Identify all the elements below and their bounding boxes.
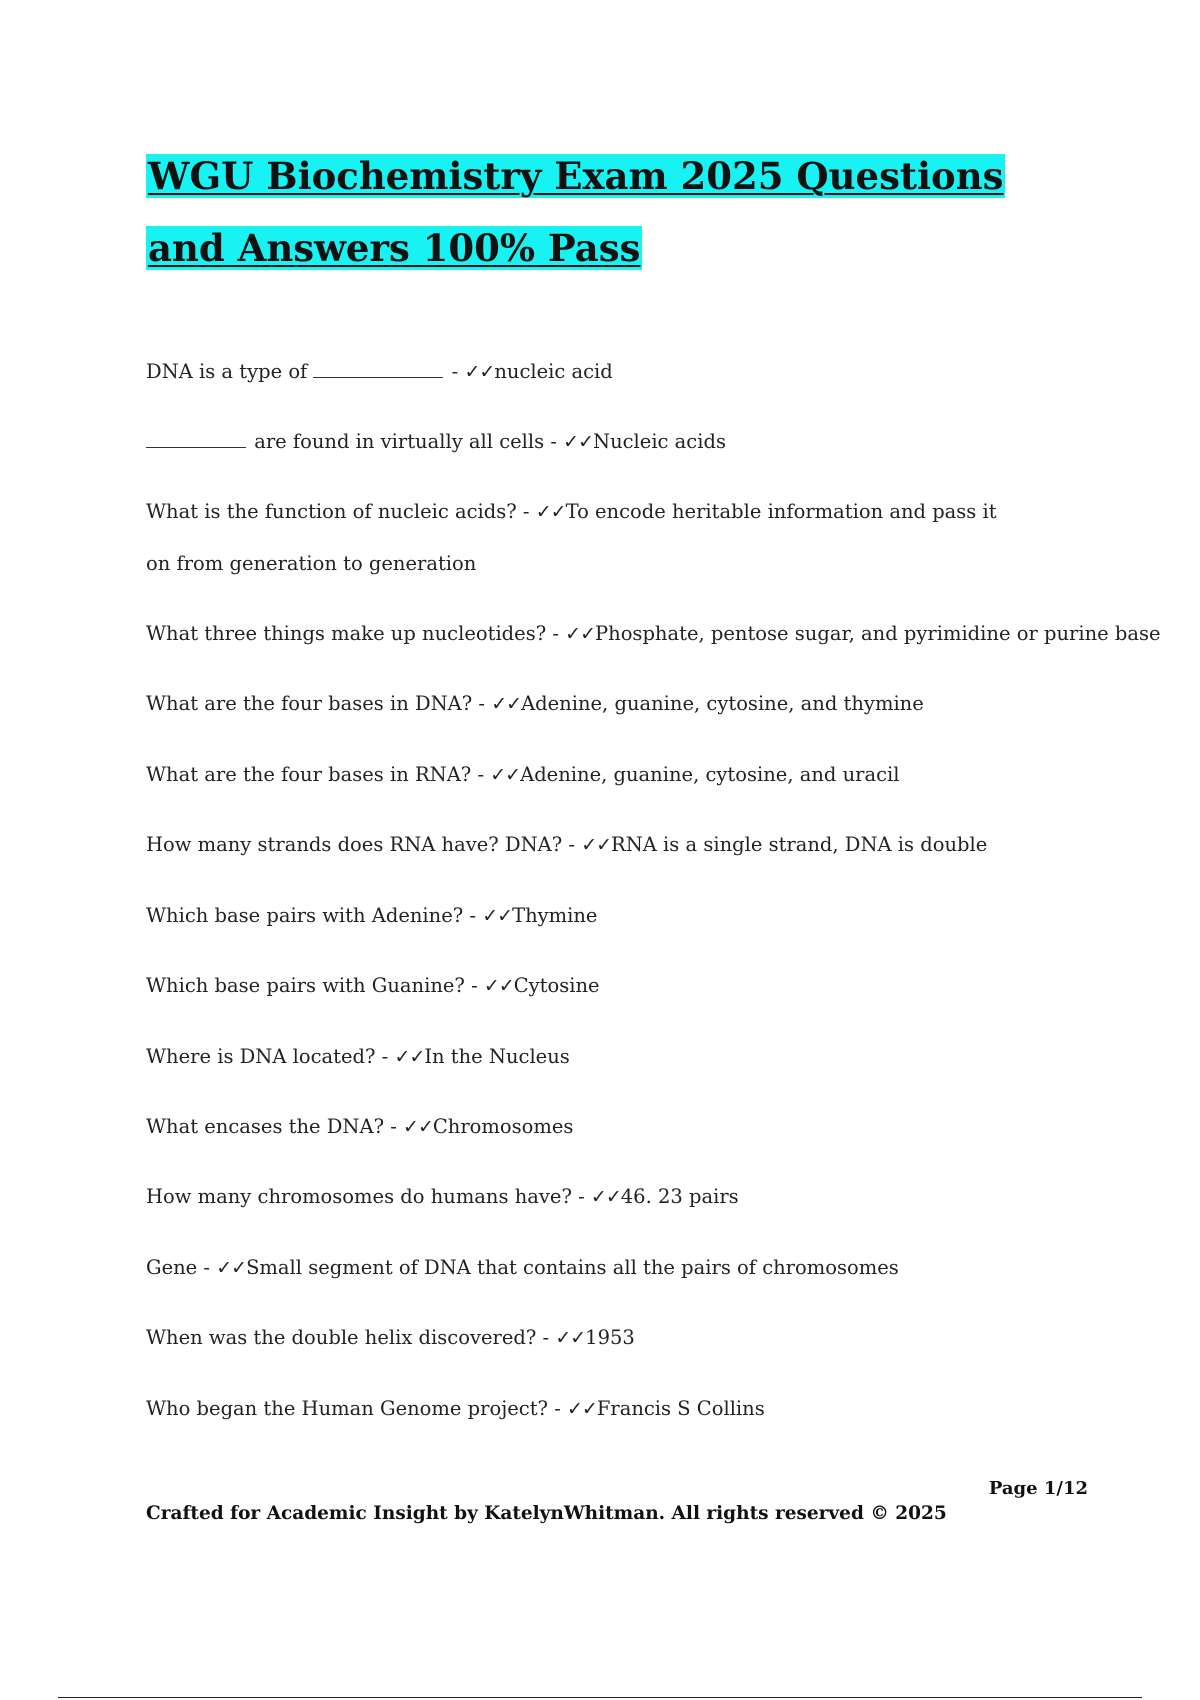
qa-question: Where is DNA located? (146, 1045, 376, 1068)
footer-credit: Crafted for Academic Insight by KatelynWhitman. All rights reserved © 2025 (146, 1503, 947, 1524)
fill-blank-line (146, 446, 246, 448)
double-check-icon: ✓✓ (403, 1116, 433, 1138)
qa-question: Gene (146, 1256, 198, 1279)
qa-separator: - (546, 622, 566, 645)
qa-item-13 (146, 1242, 899, 1294)
footer-divider (58, 1697, 1142, 1698)
qa-separator: - (562, 833, 582, 856)
double-check-icon: ✓✓ (216, 1257, 247, 1279)
qa-item-7 (146, 819, 987, 871)
double-check-icon: ✓✓ (394, 1046, 425, 1068)
title-highlight: WGU Biochemistry Exam 2025 Questions and Answers 100% Pass (148, 154, 1004, 270)
double-check-icon: ✓✓ (565, 623, 596, 645)
qa-answer: In the Nucleus (424, 1045, 570, 1068)
qa-item-14 (146, 1312, 635, 1364)
double-check-icon: ✓✓ (464, 361, 495, 383)
qa-separator: - (384, 1115, 404, 1138)
qa-question: When was the double helix discovered? (146, 1326, 537, 1349)
qa-item-3 (146, 486, 1026, 590)
double-check-icon: ✓✓ (581, 834, 612, 856)
qa-question: How many strands does RNA have? DNA? (146, 833, 563, 856)
qa-separator: - (516, 500, 536, 523)
qa-separator: - (197, 1256, 217, 1279)
qa-separator: - (536, 1326, 556, 1349)
qa-answer: 46. 23 pairs (620, 1185, 739, 1208)
qa-item-6 (146, 749, 899, 801)
qa-answer: Adenine, guanine, cytosine, and uracil (520, 763, 900, 786)
qa-answer: Nucleic acids (593, 430, 726, 453)
qa-item-5 (146, 678, 924, 730)
page-number: Page 1/12 (988, 1478, 1088, 1499)
qa-question: What are the four bases in DNA? (146, 692, 473, 715)
qa-question: Which base pairs with Adenine? (146, 904, 464, 927)
qa-item-11 (146, 1101, 573, 1153)
qa-item-12 (146, 1171, 739, 1223)
double-check-icon: ✓✓ (490, 764, 521, 786)
qa-question: Who began the Human Genome project? (146, 1397, 548, 1420)
qa-separator: - (445, 360, 465, 383)
qa-question: How many chromosomes do humans have? (146, 1185, 572, 1208)
qa-answer: To encode heritable information and pass it on from generation to generation (146, 500, 997, 575)
qa-question: are found in virtually all cells (248, 430, 545, 453)
double-check-icon: ✓✓ (590, 1186, 621, 1208)
qa-answer: Phosphate, pentose sugar, and pyrimidine or purine base (595, 622, 1161, 645)
qa-item-4 (146, 608, 1161, 660)
qa-answer: Francis S Collins (596, 1397, 765, 1420)
qa-item-10 (146, 1031, 570, 1083)
qa-separator: - (471, 763, 491, 786)
qa-answer: Chromosomes (432, 1115, 574, 1138)
qa-separator: - (464, 974, 484, 997)
qa-separator: - (472, 692, 492, 715)
qa-answer: Cytosine (513, 974, 600, 997)
double-check-icon: ✓✓ (555, 1327, 586, 1349)
qa-question: What three things make up nucleotides? (146, 622, 547, 645)
qa-item-2 (146, 416, 726, 468)
qa-item-8 (146, 890, 597, 942)
double-check-icon: ✓✓ (491, 693, 522, 715)
qa-answer: RNA is a single strand, DNA is double (611, 833, 988, 856)
qa-item-9 (146, 960, 600, 1012)
document-title (146, 140, 1046, 284)
qa-item-15 (146, 1383, 765, 1435)
qa-answer: Adenine, guanine, cytosine, and thymine (521, 692, 924, 715)
fill-blank-line (313, 376, 443, 378)
double-check-icon: ✓✓ (483, 975, 514, 997)
qa-question: What is the function of nucleic acids? (146, 500, 517, 523)
qa-answer: 1953 (585, 1326, 635, 1349)
qa-separator: - (548, 1397, 567, 1420)
qa-question: What encases the DNA? (146, 1115, 385, 1138)
qa-separator: - (571, 1185, 591, 1208)
qa-prefix: DNA is a type of (146, 360, 314, 383)
qa-answer: Thymine (512, 904, 598, 927)
qa-question: What are the four bases in RNA? (146, 763, 472, 786)
qa-separator: - (375, 1045, 395, 1068)
qa-answer: Small segment of DNA that contains all the pairs of chromosomes (246, 1256, 899, 1279)
double-check-icon: ✓✓ (567, 1398, 597, 1420)
qa-item-1 (146, 346, 613, 398)
qa-separator: - (463, 904, 483, 927)
qa-separator: - (544, 430, 564, 453)
double-check-icon: ✓✓ (535, 501, 566, 523)
qa-question: Which base pairs with Guanine? (146, 974, 465, 997)
double-check-icon: ✓✓ (482, 905, 513, 927)
qa-answer: nucleic acid (494, 360, 613, 383)
double-check-icon: ✓✓ (563, 431, 593, 453)
